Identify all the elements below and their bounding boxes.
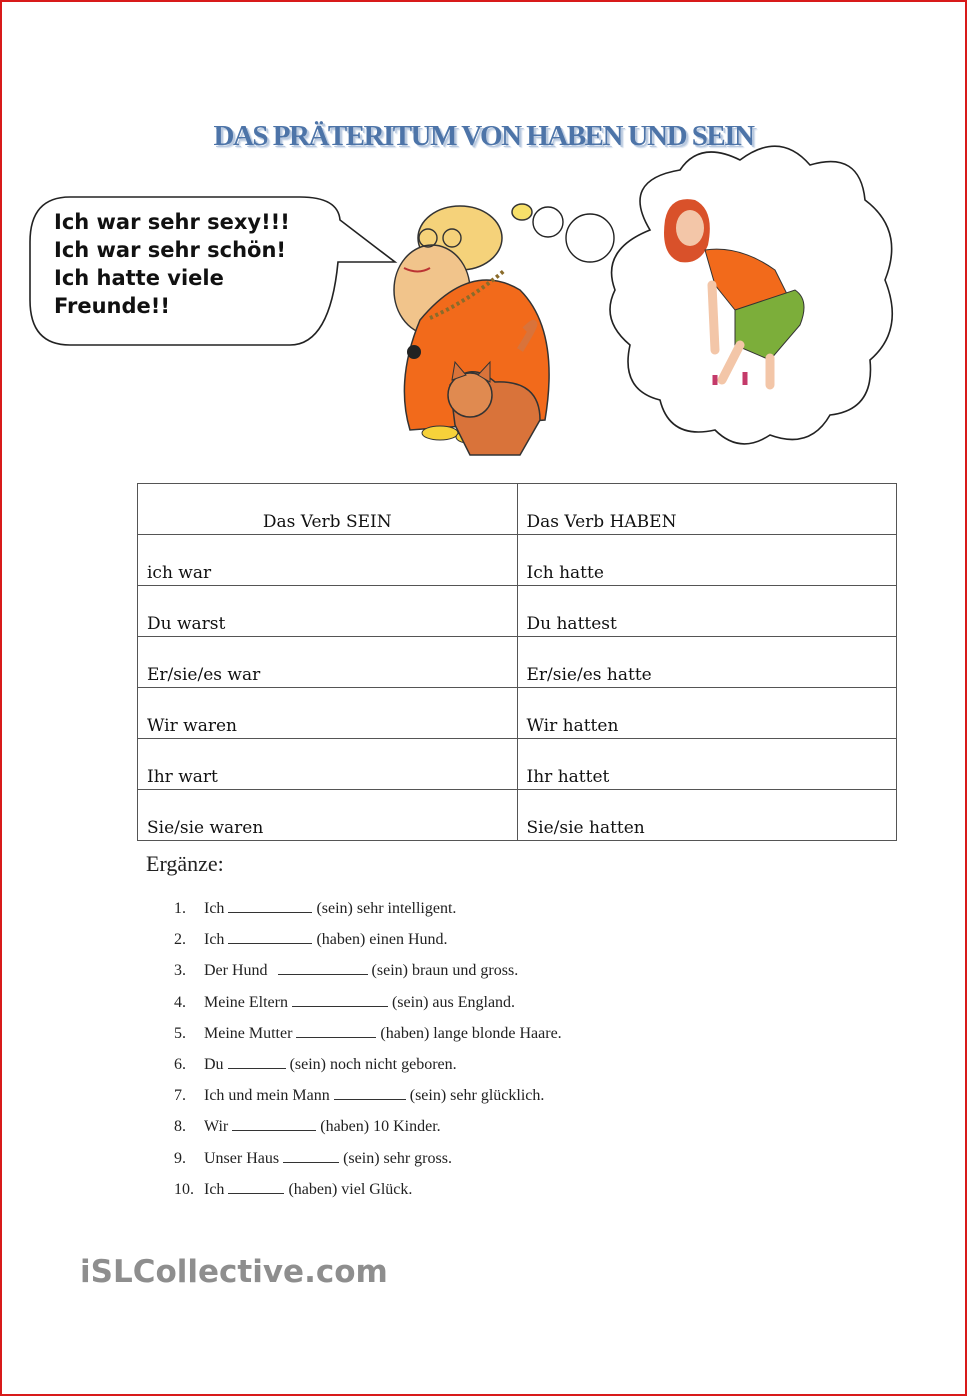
item-subject: Meine Eltern <box>204 993 288 1011</box>
item-subject: Ich <box>204 931 225 949</box>
item-rest: (sein) sehr glücklich. <box>409 1087 545 1105</box>
item-number: 3. <box>174 962 186 980</box>
item-subject: Unser Haus <box>204 1149 280 1167</box>
table-row <box>138 586 897 637</box>
speech-line: Freunde!! <box>54 294 170 318</box>
item-number: 1. <box>174 900 186 917</box>
item-rest: (sein) aus England. <box>391 993 516 1011</box>
list-item <box>174 987 562 1018</box>
item-number: 2. <box>174 931 186 949</box>
cell-haben: Wir hatten <box>517 688 897 739</box>
cell-sein: Sie/sie waren <box>138 790 518 841</box>
cell-sein: Ihr wart <box>138 739 518 790</box>
cell-sein: ich war <box>138 535 518 586</box>
list-item <box>174 1174 562 1205</box>
list-item <box>174 955 562 986</box>
thought-dot-large <box>566 214 614 262</box>
list-item <box>174 1143 562 1174</box>
exercise-list <box>174 893 562 1205</box>
table-row <box>138 637 897 688</box>
list-item <box>174 1080 562 1111</box>
answer-blank[interactable] <box>278 962 368 975</box>
table-row <box>138 535 897 586</box>
cell-sein: Wir waren <box>138 688 518 739</box>
item-rest: (sein) braun und gross. <box>371 962 519 980</box>
cell-sein: Du warst <box>138 586 518 637</box>
speech-bubble-text <box>54 208 334 320</box>
item-number: 8. <box>174 1118 186 1136</box>
exercise-heading: Ergänze: <box>146 851 224 876</box>
answer-blank[interactable] <box>292 994 388 1007</box>
header-sein: Das Verb SEIN <box>138 484 518 535</box>
list-item <box>174 1111 562 1142</box>
header-haben: Das Verb HABEN <box>517 484 897 535</box>
item-number: 4. <box>174 993 186 1011</box>
table-row <box>138 790 897 841</box>
item-rest: (haben) 10 Kinder. <box>320 1118 441 1136</box>
item-number: 9. <box>174 1149 186 1167</box>
item-subject: Ich und mein Mann <box>204 1087 330 1105</box>
item-rest: (haben) viel Glück. <box>288 1180 413 1198</box>
answer-blank[interactable] <box>228 1181 284 1194</box>
item-subject: Meine Mutter <box>204 1024 293 1042</box>
cell-haben: Er/sie/es hatte <box>517 637 897 688</box>
answer-blank[interactable] <box>228 931 312 944</box>
cell-sein: Er/sie/es war <box>138 637 518 688</box>
speech-line: Ich hatte viele <box>54 266 224 290</box>
list-item <box>174 924 562 955</box>
verb-conjugation-table <box>137 483 897 841</box>
item-subject: Ich <box>204 1180 225 1198</box>
item-number: 7. <box>174 1087 186 1105</box>
table-header-row <box>138 484 897 535</box>
answer-blank[interactable] <box>232 1118 316 1131</box>
list-item <box>174 1018 562 1049</box>
site-logo: iSLCollective.com <box>80 1254 388 1290</box>
item-subject: Ich <box>204 900 225 917</box>
cell-haben: Ich hatte <box>517 535 897 586</box>
table-row <box>138 739 897 790</box>
page-title: DAS PRÄTERITUM VON HABEN UND SEIN <box>213 120 754 152</box>
cell-haben: Du hattest <box>517 586 897 637</box>
table-row <box>138 688 897 739</box>
item-rest: (sein) sehr intelligent. <box>316 900 457 917</box>
item-subject: Du <box>204 1055 224 1073</box>
list-item <box>174 1049 562 1080</box>
answer-blank[interactable] <box>228 900 312 913</box>
cell-haben: Sie/sie hatten <box>517 790 897 841</box>
answer-blank[interactable] <box>334 1087 406 1100</box>
speech-line: Ich war sehr sexy!!! <box>54 210 290 234</box>
answer-blank[interactable] <box>228 1056 286 1069</box>
answer-blank[interactable] <box>296 1025 376 1038</box>
item-subject: Wir <box>204 1118 229 1136</box>
cell-haben: Ihr hattet <box>517 739 897 790</box>
item-number: 6. <box>174 1055 186 1073</box>
item-rest: (sein) sehr gross. <box>343 1149 452 1167</box>
item-subject: Der Hund <box>204 962 268 980</box>
item-rest: (sein) noch nicht geboren. <box>289 1055 457 1073</box>
item-rest: (haben) lange blonde Haare. <box>380 1024 562 1042</box>
list-item <box>174 893 562 924</box>
item-number: 5. <box>174 1024 186 1042</box>
speech-line: Ich war sehr schön! <box>54 238 286 262</box>
item-rest: (haben) einen Hund. <box>316 931 448 949</box>
answer-blank[interactable] <box>283 1150 339 1163</box>
thought-dot-small <box>533 207 563 237</box>
item-number: 10. <box>174 1180 194 1198</box>
